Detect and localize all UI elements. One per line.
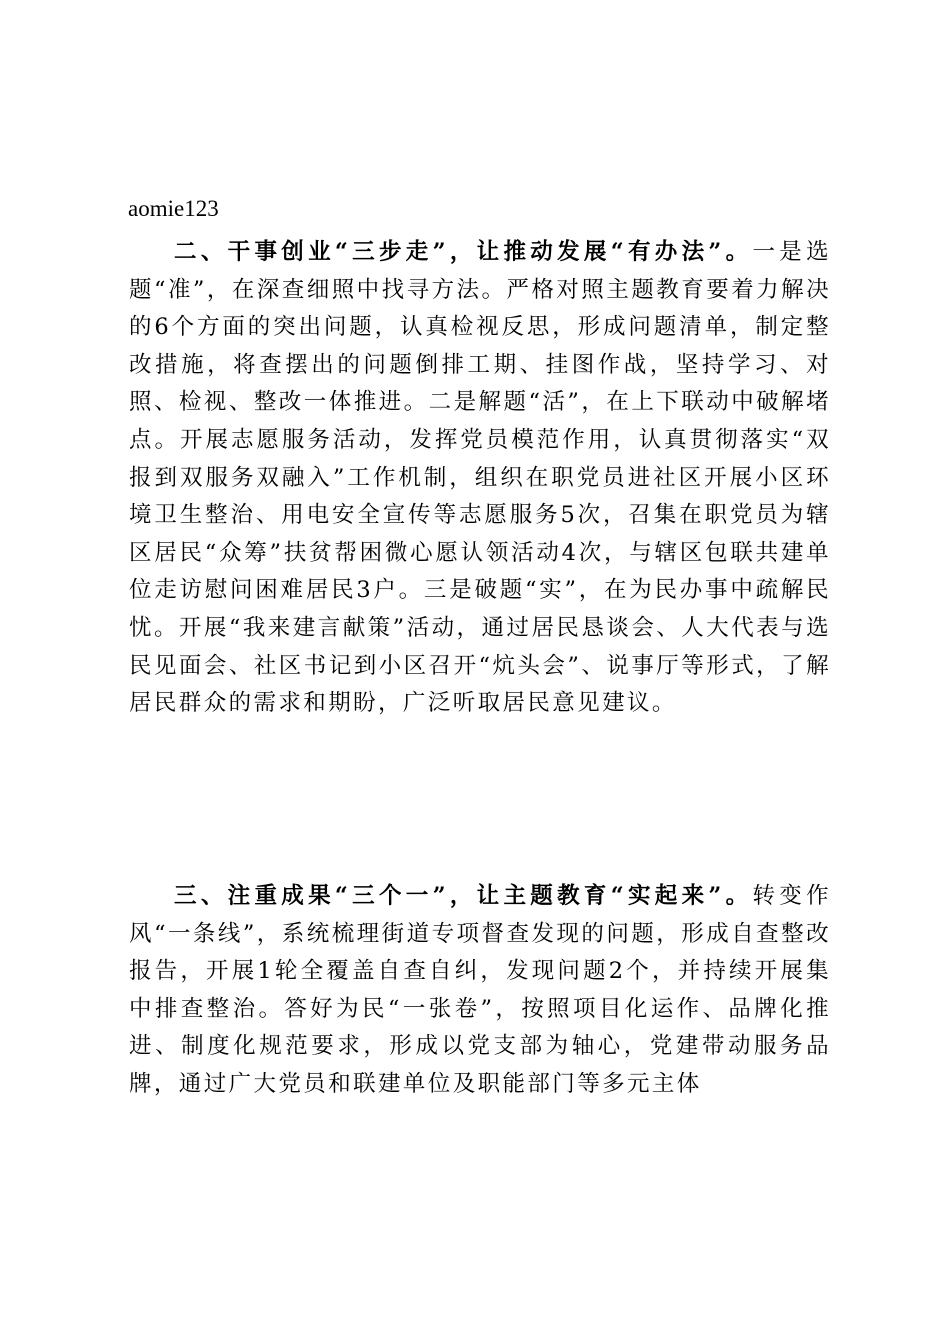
paragraph-section-two <box>129 234 831 723</box>
watermark-text: aomie123 <box>128 196 219 221</box>
paragraph-section-three <box>129 878 831 1104</box>
section-three-heading: 三、注重成果“三个一”，让主题教育“实起来”。 <box>174 883 753 909</box>
section-three-body: 转变作风“一条线”，系统梳理街道专项督查发现的问题，形成自查整改报告，开展1轮全覆盖自查自纠，发现问题2个，并持续开展集中排查整治。答好为民“一张卷”，按照项目化运作、品牌化推进、制度化规范要求，形成以党支部为轴心，党建带动服务品牌，通过广大党员和联建单位及职能部门等多元主体 <box>129 883 832 1097</box>
section-two-body: 一是选题“准”，在深查细照中找寻方法。严格对照主题教育要着力解决的6个方面的突出问题，认真检视反思，形成问题清单，制定整改措施，将查摆出的问题倒排工期、挂图作战，坚持学习、对照、检视、整改一体推进。二是解题“活”，在上下联动中破解堵点。开展志愿服务活动，发挥党员模范作用，认真贯彻落实“双报到双服务双融入”工作机制，组织在职党员进社区开展小区环境卫生整治、用电安全宣传等志愿服务5次，召集在职党员为辖区居民“众筹”扶贫帮困微心愿认领活动4次，与辖区包联共建单位走访慰问困难居民3户。三是破题“实”，在为民办事中疏解民忧。开展“我来建言献策”活动，通过居民恳谈会、人大代表与选民见面会、社区书记到小区召开“炕头会”、说事厅等形式，了解居民群众的需求和期盼，广泛听取居民意见建议。 <box>129 239 832 717</box>
section-two-heading: 二、干事创业“三步走”，让推动发展“有办法”。 <box>174 239 753 265</box>
